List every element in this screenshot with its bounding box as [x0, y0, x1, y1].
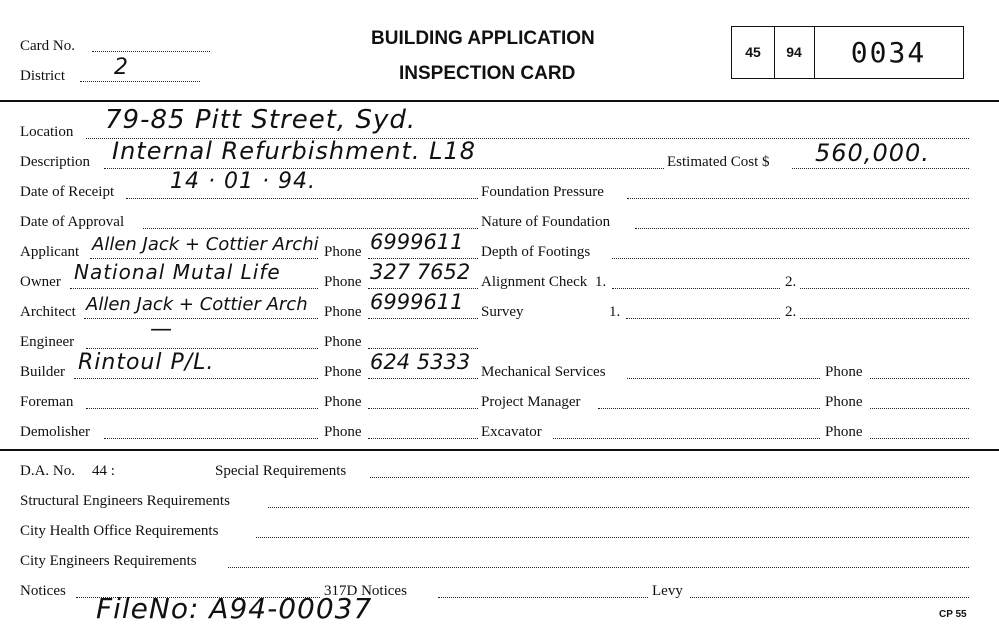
applicant-phone-value: 6999611: [370, 230, 464, 254]
builder-phone-label: Phone: [324, 364, 362, 380]
survey-field-2[interactable]: [800, 318, 969, 319]
date-receipt-label: Date of Receipt: [20, 184, 115, 200]
title-line1: BUILDING APPLICATION: [371, 28, 595, 49]
survey-field-1[interactable]: [626, 318, 780, 319]
demolisher-field[interactable]: [104, 438, 318, 439]
city-health-field[interactable]: [256, 537, 969, 538]
engineer-phone-field[interactable]: [368, 348, 478, 349]
builder-value: Rintoul P/L.: [78, 350, 215, 375]
applicant-field[interactable]: [90, 258, 318, 259]
box-number: 0034: [850, 36, 927, 69]
architect-phone-label: Phone: [324, 304, 362, 320]
owner-phone-field[interactable]: [368, 288, 478, 289]
levy-field[interactable]: [690, 597, 969, 598]
alignment-check-field-2[interactable]: [800, 288, 969, 289]
date-approval-field[interactable]: [143, 228, 478, 229]
demolisher-phone-field[interactable]: [368, 438, 478, 439]
middle-divider: [0, 449, 999, 451]
city-engineers-field[interactable]: [228, 567, 969, 568]
builder-label: Builder: [20, 364, 65, 380]
date-approval-label: Date of Approval: [20, 214, 125, 230]
nature-of-foundation-field[interactable]: [635, 228, 969, 229]
foundation-pressure-field[interactable]: [627, 198, 969, 199]
survey-num1: 1.: [609, 304, 621, 320]
architect-label: Architect: [20, 304, 76, 320]
architect-value: Allen Jack + Cottier Arch: [86, 294, 308, 315]
description-label: Description: [20, 154, 90, 170]
da-no-value: 44 :: [92, 463, 115, 479]
date-receipt-field[interactable]: [126, 198, 478, 199]
foreman-label: Foreman: [20, 394, 74, 410]
demolisher-label: Demolisher: [20, 424, 90, 440]
owner-label: Owner: [20, 274, 61, 290]
owner-phone-value: 327 7652: [370, 260, 471, 284]
project-manager-label: Project Manager: [481, 394, 581, 410]
notices-label: Notices: [20, 583, 66, 599]
engineer-label: Engineer: [20, 334, 75, 350]
cp-code: CP 55: [939, 609, 967, 620]
architect-phone-field[interactable]: [368, 318, 478, 319]
district-label: District: [20, 68, 65, 84]
alignment-check-label: Alignment Check: [481, 274, 588, 290]
foreman-phone-field[interactable]: [368, 408, 478, 409]
mechanical-services-phone-field[interactable]: [870, 378, 969, 379]
city-engineers-label: City Engineers Requirements: [20, 553, 197, 569]
architect-phone-value: 6999611: [370, 290, 464, 314]
owner-phone-label: Phone: [324, 274, 362, 290]
project-manager-field[interactable]: [598, 408, 820, 409]
builder-phone-value: 624 5333: [370, 350, 471, 374]
box-cell-1: 45: [745, 44, 761, 60]
engineer-field[interactable]: [86, 348, 318, 349]
district-field[interactable]: [80, 81, 200, 82]
location-value: 79-85 Pitt Street, Syd.: [105, 105, 417, 135]
location-label: Location: [20, 124, 74, 140]
excavator-phone-field[interactable]: [870, 438, 969, 439]
card-no-field[interactable]: [92, 51, 210, 52]
notices-317d-label: 317D Notices: [324, 583, 407, 599]
engineer-value: —: [150, 317, 173, 342]
depth-of-footings-field[interactable]: [612, 258, 969, 259]
survey-label: Survey: [481, 304, 524, 320]
structural-requirements-field[interactable]: [268, 507, 969, 508]
project-manager-phone-field[interactable]: [870, 408, 969, 409]
owner-value: National Mutal Life: [74, 260, 281, 284]
card-no-label: Card No.: [20, 38, 75, 54]
excavator-field[interactable]: [553, 438, 820, 439]
structural-requirements-label: Structural Engineers Requirements: [20, 493, 230, 509]
architect-field[interactable]: [84, 318, 318, 319]
foreman-field[interactable]: [86, 408, 318, 409]
top-divider: [0, 100, 999, 102]
demolisher-phone-label: Phone: [324, 424, 362, 440]
mechanical-services-label: Mechanical Services: [481, 364, 606, 380]
district-value: 2: [114, 55, 129, 80]
estimated-cost-field[interactable]: [792, 168, 969, 169]
description-value: Internal Refurbishment. L18: [112, 137, 477, 165]
title-line2: INSPECTION CARD: [399, 63, 576, 84]
foreman-phone-label: Phone: [324, 394, 362, 410]
alignment-check-num1: 1.: [595, 274, 607, 290]
foundation-pressure-label: Foundation Pressure: [481, 184, 604, 200]
notices-317d-field[interactable]: [438, 597, 648, 598]
mechanical-services-phone-label: Phone: [825, 364, 863, 380]
survey-num2: 2.: [785, 304, 797, 320]
applicant-phone-field[interactable]: [368, 258, 478, 259]
estimated-cost-label: Estimated Cost $: [667, 154, 770, 170]
city-health-label: City Health Office Requirements: [20, 523, 219, 539]
mechanical-services-field[interactable]: [627, 378, 820, 379]
applicant-label: Applicant: [20, 244, 80, 260]
owner-field[interactable]: [70, 288, 318, 289]
levy-label: Levy: [652, 583, 683, 599]
excavator-phone-label: Phone: [825, 424, 863, 440]
alignment-check-field-1[interactable]: [612, 288, 780, 289]
nature-of-foundation-label: Nature of Foundation: [481, 214, 611, 230]
excavator-label: Excavator: [481, 424, 542, 440]
applicant-phone-label: Phone: [324, 244, 362, 260]
project-manager-phone-label: Phone: [825, 394, 863, 410]
builder-phone-field[interactable]: [368, 378, 478, 379]
applicant-value: Allen Jack + Cottier Archi: [92, 234, 319, 255]
box-cell-2: 94: [786, 44, 802, 60]
estimated-cost-value: 560,000.: [815, 139, 930, 167]
da-no-label: D.A. No.: [20, 463, 75, 479]
card-number-box: [731, 26, 964, 79]
depth-of-footings-label: Depth of Footings: [481, 244, 591, 260]
alignment-check-num2: 2.: [785, 274, 797, 290]
file-number: FileNo: A94-00037: [96, 592, 373, 625]
special-requirements-field[interactable]: [370, 477, 969, 478]
engineer-phone-label: Phone: [324, 334, 362, 350]
builder-field[interactable]: [74, 378, 318, 379]
special-requirements-label: Special Requirements: [215, 463, 347, 479]
date-receipt-value: 14 · 01 · 94.: [170, 169, 316, 194]
